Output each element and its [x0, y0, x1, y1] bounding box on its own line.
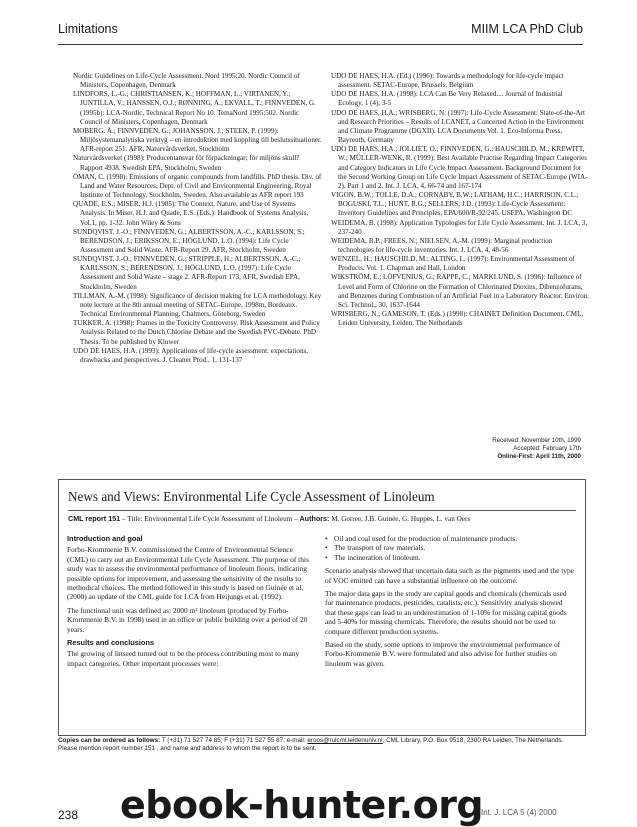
- reference: TUKKER, A. (1998): Frames in the Toxicity Controversy. Risk Assessment and Policy Analysis Related to the Dutch Chlorine Debate and the Swedish PVC-Debate. PhD Thesis. To be published by Kluwer: [73, 319, 320, 346]
- reference: Nordic Guidelines on Life-Cycle Assessment. Nord 1995:20. Nordic Council of Ministers, Copenhagen, Denmark: [73, 72, 300, 90]
- received-dates: [331, 437, 581, 461]
- data-gaps-paragraph: The major data gaps in the study are capital goods and chemicals (chemicals used for maintenance products, pesticides, catalists, etc.). Sensitivity analysis showed that these gaps can lead to an underestimation of 1-10% for missing capital goods and 5-40% for missing chemicals. Therefore, the results should not be used to compare different production systems.: [325, 589, 567, 636]
- news-title-rule: [68, 510, 576, 511]
- reference: WENZEL, H.; HAUSCHILD, M.; ALTING, L. (1997): Environmental Assessment of Products. Vol. 1. Chapman and Hall, London: [331, 255, 575, 273]
- copies-address: ; CML Library, P.O. Box 9518, 2300 RA Leiden, The Netherlands. Please mention report number 151 , and name and address to whom the report is to be sent.: [58, 737, 564, 753]
- reference: QUADE, E.S.; MISER, H.J. (1985): The Context, Nature, and Use of Systems Analysis. In Miser, H.J. and Quade, E.S. (Eds.): Handbook of Systems Analysis, Vol.1, pp. 1-32. John Wiley & Sons: [73, 200, 309, 227]
- options-paragraph: Based on the study, some options to improve the environmental performance of Forbo-Krommenie B.V. were formulated and also advise for further studies on linoleum was given.: [325, 640, 561, 668]
- reference: WIKSTRÖM, E.; LÖFVENIUS, G.; RAPPE, C.; MARKLUND, S. (1996): Influence of Level and Form of Chlorine on the Formation of Chlorinated Dioxins, Dibenzofurans, and Benzenes during Combustion of an Artificial Fuel in a Laboratory Reactor. Environ. Sci. Technol., 30, 1637-1644: [331, 273, 589, 309]
- watermark: ebook-hunter.org: [120, 783, 484, 827]
- reference: UDO DE HAES, H.A. (Ed.) (1996): Towards a methodology for life-cycle impact assessment. SETAC-Europe, Brussels, Belgium: [331, 72, 564, 90]
- authors-label: Authors:: [299, 514, 330, 523]
- copies-contact: T (+31) 71 527 74 85; F (+31) 71 527 55 87; e-mail:: [161, 737, 306, 744]
- news-right-column: [325, 534, 575, 672]
- email-link[interactable]: eroos@rulcml.leidenuniv.nl: [307, 737, 383, 744]
- reference: UDO DE HAES, H.A. (1993): Applications of life-cycle assessment: expectations, drawbacks and perspectives. J. Cleaner Prod., 1, 131-137: [73, 346, 309, 364]
- references-left-column: [73, 72, 323, 365]
- reference: VIGON, B.W.; TOLLE, D.A.; CORNABY, B.W.; LATHAM, H.C.; HARRISON, C.L.; BOGUSKI, T.L.; HUNT, R.G.; SELLERS, J.D. (1993): Life-Cycle Assessment: Inventory Guidelines and Principles, EPA/600/R-92/245. USEPA, Washington DC: [331, 191, 579, 218]
- cml-report-line: [68, 514, 470, 523]
- reference: ÖMAN, C. (1998): Emissions of organic compounds from landfills. PhD thesis. Div. of Land and Water Resources, Dept. of Civil and Environmental Engineering, Royal Institute of Technology, Stockholm, Sweden. Also available as AFR report 193: [73, 172, 322, 200]
- header-right: MIIM LCA PhD Club: [471, 22, 583, 36]
- list-item: • The transport of raw materials.: [325, 543, 575, 552]
- page-number: 238: [58, 808, 79, 822]
- reference: UDO DE HAES, H.A. (1998): LCA Can Be Very Relaxed.... Journal of Industrial Ecology, 1 (4), 3-5: [331, 90, 563, 108]
- reference: SUNDQVIST, J.-O.; FINNVEDEN, G.; STRIPPLE, H.; ALBERTSSON, A.-C.; KARLSSON, S.; BERENDSON, J.; HÖGLUND, L.O. (1997): Life Cycle Assessment and Solid Waste – stage 2. AFR-Report 173, AFR, Swedish EPA, Stockholm, Sweden: [73, 255, 301, 291]
- received-date: Received: November 10th, 1999: [492, 437, 581, 444]
- cml-report-label: CML report 151: [68, 514, 121, 523]
- reference: UDO DE HAES, H.A.; WRISBERG, N. (1997): Life-Cycle Assessment: State-of-the-Art and Research Priorities – Results of LCANET, a Concerted Action in the Environment and Climate Programme (DGXII). LCA Documents Vol. 1. Eco-Informa Press, Bayreuth, Germany: [331, 108, 586, 145]
- results-paragraph: The growing of linseed turned out to be the process contributing most to many impact categories. Other important processes were:: [67, 649, 300, 668]
- functional-unit-paragraph: The functional unit was defined as: 2000 m² linoleum (produced by Forbo-Krommenie B.V. in 1998) used in an office or public building over a period of 20 years.: [67, 605, 308, 634]
- reference: WEIDEMA, B.P.; FREES, N.; NIELSEN, A.-M. (1999): Marginal production technologies for life-cycle inventories. Int. J. LCA, 4, 48-56: [331, 236, 553, 254]
- news-left-column: [67, 534, 311, 672]
- header-left: Limitations: [58, 22, 118, 36]
- reference: UDO DE HAES, H.A.; JOLLIET, O.; FINNVEDEN, G.; HAUSCHILD, M.; KREWITT, W.; MÜLLER-WENK, R. (1999): Best Available Practise Regarding Impact Categories and Category Indicators in Life Cycle Impact Assessment. Background Document for the Second Working Group on Life Cycle Impact Assessment of SETAC-Europe (WIA-2). Part 1 and 2. Int. J. LCA, 4, 66-74 and 167-174: [331, 145, 588, 190]
- header-rule: [58, 44, 583, 45]
- list-item: • Oil and coal used for the production of maintenance products.: [325, 534, 575, 543]
- list-item: • The incineration of linoleum.: [325, 553, 575, 562]
- process-list: [325, 534, 575, 562]
- intro-heading: Introduction and goal: [67, 534, 143, 543]
- intro-paragraph: Forbo-Krommenie B.V. commissioned the Centre of Environmental Science (CML) to carry out an Environmental Life Cycle Assessment. The purpose of this study was to assess the environmental performance of linoleum floors, indicating possible options for improvement, and assessing the sensitivity of the results to methodical choices. The method followed in this study is based on Guinée et al. (2000) an update of the CML guide for LCA from Heijungs et al. (1992).: [67, 545, 309, 602]
- reference: WRISBERG, N.; GAMESON, T. (Eds.) (1998): CHAINET Definition Document. CML, Leiden University, Leiden, The Netherlands: [331, 310, 584, 328]
- copies-label: Copies can be ordered as follows:: [58, 737, 161, 744]
- reference: Naturvårdsverket (1998): Producentansvar för förpackningar; för miljöns skull? Rapport 4938. Swedish EPA, Stockholm, Sweden: [73, 154, 300, 172]
- news-title: News and Views: Environmental Life Cycle Assessment of Linoleum: [68, 489, 435, 504]
- journal-citation: Int. J. LCA 5 (4) 2000: [481, 808, 557, 817]
- cml-report-title: – Title: Environmental Life Cycle Assessment of Linoleum –: [122, 515, 298, 523]
- online-first-date: Online-First: April 11th, 2000: [497, 453, 581, 460]
- running-header: [58, 18, 583, 40]
- accepted-date: Accepted: February 17th: [513, 445, 581, 452]
- authors: M. Gorree, J.B. Guinée, G. Huppes, L. van Oers: [331, 515, 471, 523]
- copies-order-info: [58, 737, 584, 754]
- news-and-views-box: [58, 479, 586, 736]
- reference: TILLMAN, A.-M. (1998): Significance of decision making for LCA methodology. Key note lecture at the 8th annual meeting of SETAC-Europe, 1998m, Bordeaux. Technical Environmental Planning, Chalmers, Göteborg, Sweden: [73, 291, 322, 319]
- reference: SUNDQVIST, J.-O.; FINNVEDEN, G.; ALBERTSSON, A.-C.; KARLSSON, S.; BERENDSON, J.; ERIKSSON, E.; HÖGLUND, L.O. (1994): Life Cycle Assessment and Solid Waste. AFR-Report 29. AFR, Stockholm, Sweden: [73, 227, 305, 254]
- references-right-column: [331, 72, 589, 328]
- scenario-paragraph: Scenario analysis showed that uncertain data such as the pigments used and the type of VOC emitted can have a substantial influence on the outcome.: [325, 566, 574, 585]
- reference: LINDFORS, L.-G.; CHRISTIANSEN, K.; HOFFMAN, L.; VIRTANEN, Y.; JUNTILLA, V.; HANSSEN, O.J.; RØNNING, A.; EKVALL, T.; FINNVEDEN, G. (1995b): LCA-Nordic, Technical Report No 10. TemaNord 1995:502. Nordic Council of Ministers, Copenhagen, Denmark: [73, 90, 316, 126]
- reference: MOBERG, Å.; FINNVEDEN, G.; JOHANSSON, J.; STEEN, P. (1999): Miljösystemanalytiska verktyg – en introduktion med koppling till beslutssituationer. AFR-report 251. AFR, Naturvårdsverket, Stockholm: [73, 126, 322, 154]
- reference: WEIDEMA, B. (1998): Application Typologies for Life Cycle Assessment. Int. J. LCA, 3, 237-240: [331, 218, 588, 236]
- results-heading: Results and conclusions: [67, 638, 155, 648]
